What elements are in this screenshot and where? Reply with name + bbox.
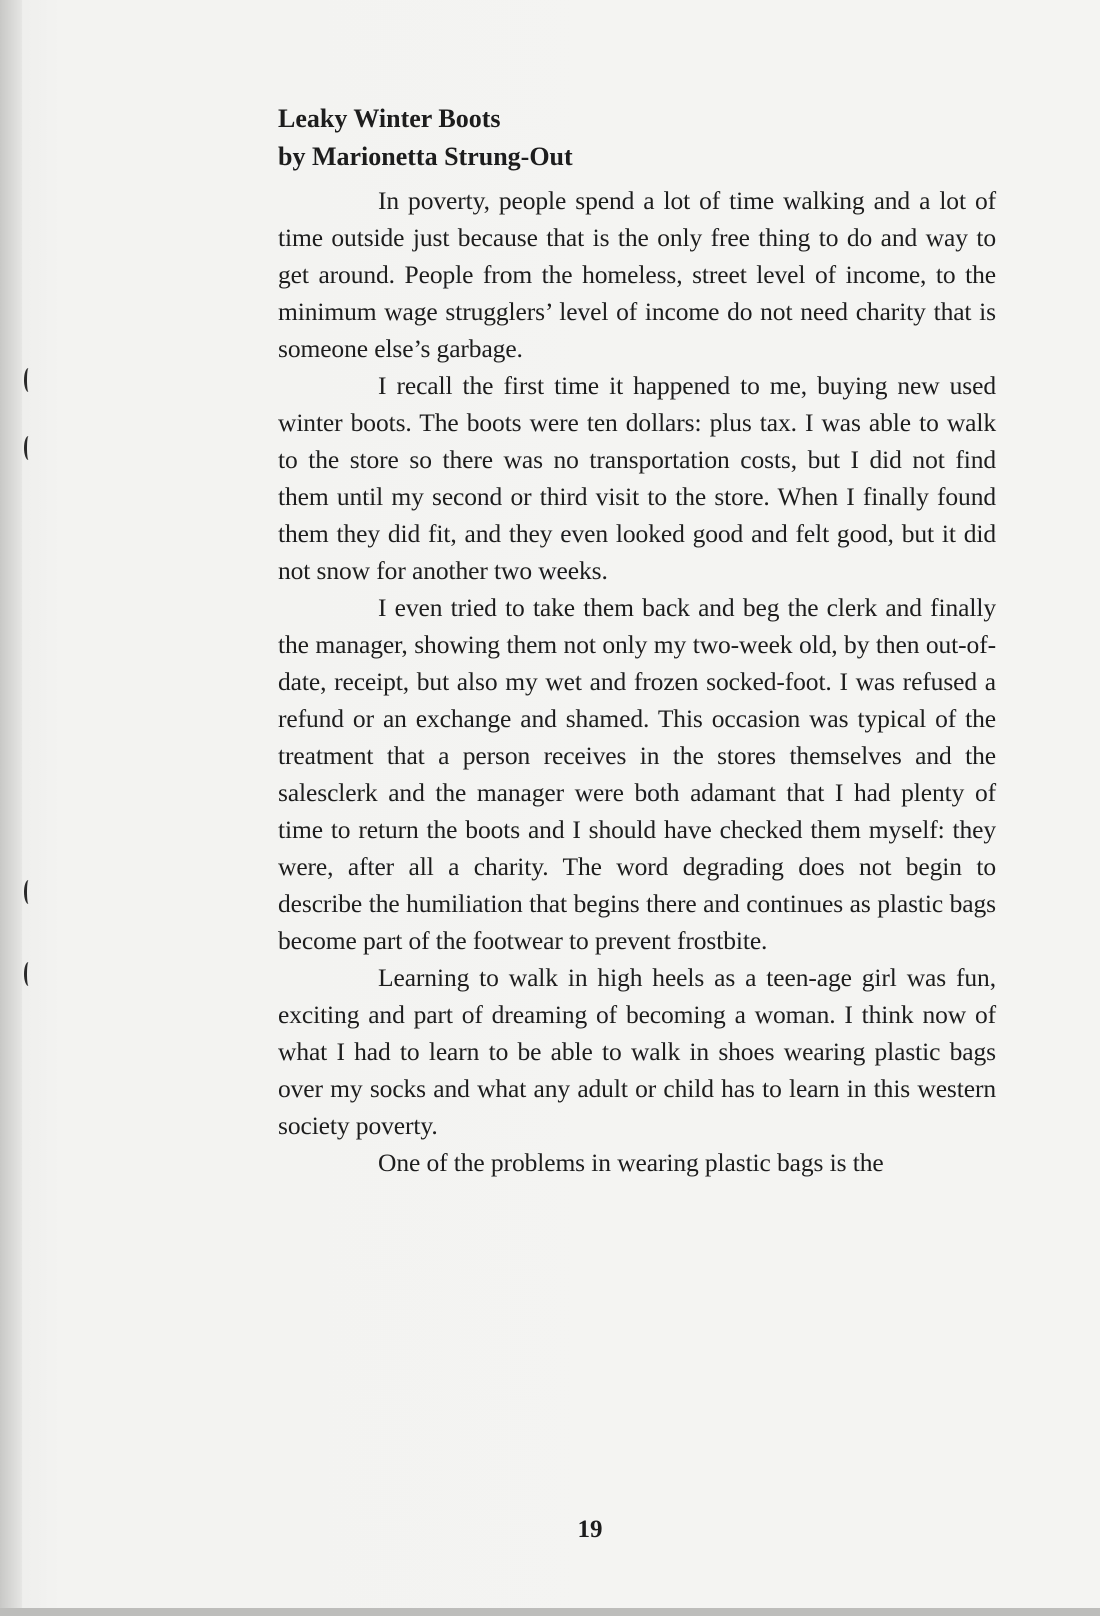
article-header [278,100,996,176]
article-body [278,100,996,1181]
paragraph: Learning to walk in high heels as a teen-age girl was fun, exciting and part of dreaming of becoming a woman. I think now of what I had to learn to be able to walk in shoes wearing plastic bags over my socks and what any adult or child has to learn in this western society poverty. [278,963,996,1140]
page-spine [0,0,22,1616]
binding-staple [24,880,33,904]
paragraph: One of the problems in wearing plastic bags is the [378,1148,884,1177]
paragraph: In poverty, people spend a lot of time walking and a lot of time outside just because that is the only free thing to do and way to get around. People from the homeless, street level of income, to the minimum wage strugglers’ level of income do not need charity that is someone else’s garbage. [278,186,996,363]
binding-staple [24,368,33,392]
article-title: Leaky Winter Boots [278,104,501,133]
paragraph: I recall the first time it happened to me, buying new used winter boots. The boots were ten dollars: plus tax. I was able to walk to the store so there was no transportation costs, but I did not find them until my second or third visit to the store. When I finally found them they did fit, and they even looked good and felt good, but it did not snow for another two weeks. [278,371,996,585]
binding-staple [24,436,33,460]
page-number: 19 [577,1516,603,1543]
article-byline: by Marionetta Strung-Out [278,142,573,171]
paragraph: I even tried to take them back and beg the clerk and finally the manager, showing them not only my two-week old, by then out-of-date, receipt, but also my wet and frozen socked-foot. I was refused a refund or an exchange and shamed. This occasion was typical of the treatment that a person receives in the stores themselves and the salesclerk and the manager were both adamant that I had plenty of time to return the boots and I should have checked them myself: they were, after all a charity. The word degrading does not begin to describe the humiliation that begins there and continues as plastic bags become part of the footwear to prevent frostbite. [278,593,996,955]
binding-staple [24,962,33,986]
page-bottom-edge [0,1608,1100,1616]
